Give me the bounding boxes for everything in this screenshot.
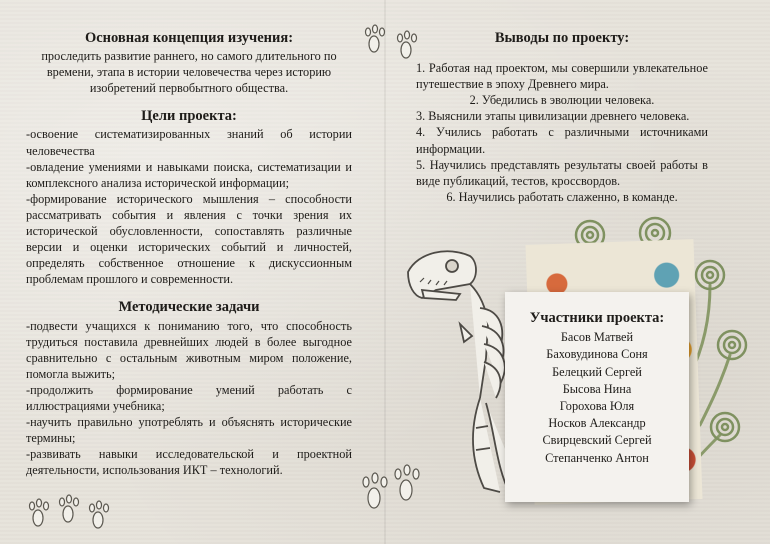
goal-item: -овладение умениями и навыками поиска, систематизации и комплексного анализа исторической информации;: [26, 159, 352, 190]
participant-name: Горохова Юля: [559, 399, 635, 414]
participant-name: Степанченко Антон: [545, 450, 649, 465]
goals-title: Цели проекта:: [141, 108, 237, 125]
concept-text: проследить развитие раннего, но самого длительного по времени, этапа в истории человечества через историю изобретений первобытного общества.: [41, 49, 337, 96]
participant-name: Басов Матвей: [560, 330, 634, 345]
participants-title: Участники проекта:: [529, 310, 665, 326]
tasks-title: Методические задачи: [118, 299, 260, 316]
goal-item: -освоение систематизированных знаний об истории человечества: [26, 127, 352, 158]
conclusion-item: 4. Учились работать с различными источниками информации.: [416, 125, 708, 156]
right-page: [416, 30, 708, 215]
footprint-icon: [356, 456, 426, 516]
tasks-section: [26, 299, 352, 478]
participant-name: Носков Александр: [548, 416, 646, 431]
conclusion-item: 3. Выяснили этапы цивилизации древнего человека.: [416, 109, 690, 124]
conclusion-item: 2. Убедились в эволюции человека.: [469, 93, 655, 108]
participant-name: Бысова Нина: [562, 381, 632, 396]
conclusions-section: [416, 30, 708, 205]
goal-item: -формирование исторического мышления – способности рассматривать события и явления с точки зрения их исторической обусловленности, сопоставлять различные версии и оценки исторических событий и личностей, определять собственное отношение к дискуссионным проблемам прошлого и современности.: [26, 191, 352, 287]
participants-card: [505, 292, 689, 502]
concept-title: Основная концепция изучения:: [84, 30, 294, 46]
participant-name: Баховудинова Соня: [546, 347, 648, 362]
task-item: -научить правильно употреблять и объяснять исторические термины;: [26, 415, 352, 446]
participant-name: Белецкий Сергей: [552, 364, 642, 379]
left-page: [26, 30, 352, 488]
conclusion-item: 1. Работая над проектом, мы совершили увлекательное путешествие в эпоху Древнего мира.: [416, 61, 708, 92]
conclusion-item: 6. Научились работать слаженно, в команде.: [446, 189, 678, 204]
conclusions-title: Выводы по проекту:: [494, 30, 630, 46]
conclusion-item: 5. Научились представлять результаты своей работы в виде публикаций, тестов, кроссвордов.: [416, 157, 708, 188]
task-item: -подвести учащихся к пониманию того, что способность трудиться поставила древнейших людей в более выгодное сравнительно с остальным животным миром положение, помогла выжить;: [26, 318, 352, 381]
goals-section: [26, 108, 352, 287]
footprint-icon: [24, 490, 114, 532]
concept-section: [26, 30, 352, 96]
participant-name: Свирцевский Сергей: [542, 433, 652, 448]
task-item: -развивать навыки исследовательской и проектной деятельности, использования ИКТ – технологий.: [26, 447, 352, 478]
task-item: -продолжить формирование умений работать с иллюстрациями учебника;: [26, 382, 352, 413]
footprint-icon: [362, 22, 432, 62]
